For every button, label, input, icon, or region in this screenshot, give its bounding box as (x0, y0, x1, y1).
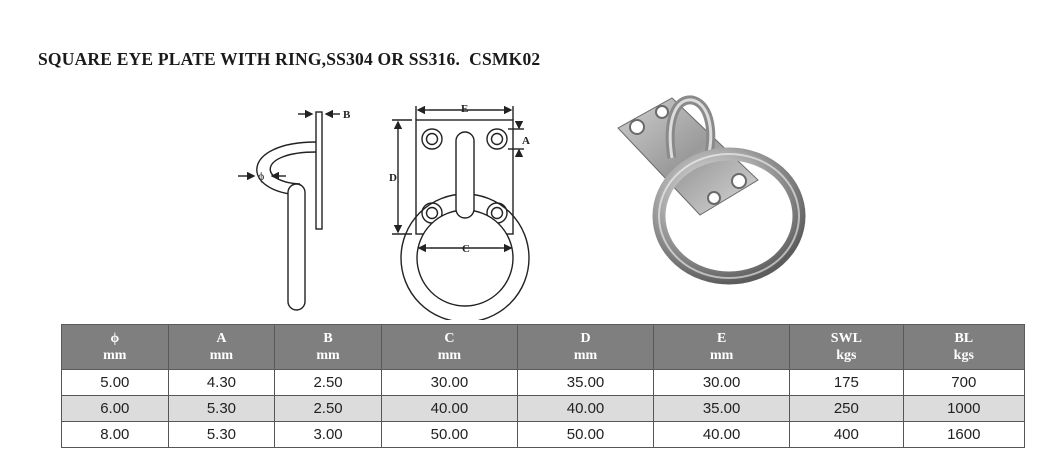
table-cell: 400 (790, 422, 903, 448)
technical-drawings (0, 90, 1047, 320)
table-cell: 40.00 (517, 396, 653, 422)
spec-table (61, 324, 1025, 448)
product-photo (618, 98, 799, 278)
table-cell: 30.00 (381, 370, 517, 396)
table-cell: 8.00 (62, 422, 169, 448)
table-cell: 35.00 (517, 370, 653, 396)
table-cell: 700 (903, 370, 1024, 396)
label-a: A (522, 135, 530, 147)
table-cell: 2.50 (275, 396, 382, 422)
header-cell: BL kgs (903, 325, 1024, 370)
table-cell: 1000 (903, 396, 1024, 422)
table-cell: 50.00 (517, 422, 653, 448)
table-cell: 5.00 (62, 370, 169, 396)
header-cell: A mm (168, 325, 275, 370)
table-cell: 5.30 (168, 422, 275, 448)
header-cell: E mm (654, 325, 790, 370)
header-cell: C mm (381, 325, 517, 370)
table-cell: 6.00 (62, 396, 169, 422)
spec-header-row (62, 325, 1025, 370)
header-cell: B mm (275, 325, 382, 370)
table-cell: 2.50 (275, 370, 382, 396)
label-phi: ϕ (258, 169, 265, 183)
table-cell: 5.30 (168, 396, 275, 422)
table-cell: 250 (790, 396, 903, 422)
table-row (62, 396, 1025, 422)
table-cell: 175 (790, 370, 903, 396)
table-cell: 40.00 (381, 396, 517, 422)
table-cell: 3.00 (275, 422, 382, 448)
table-cell: 40.00 (654, 422, 790, 448)
page-title: SQUARE EYE PLATE WITH RING,SS304 OR SS316. CSMK02 (38, 49, 541, 69)
table-row (62, 422, 1025, 448)
label-d: D (389, 172, 397, 184)
table-row (62, 370, 1025, 396)
header-cell: ϕ mm (62, 325, 169, 370)
label-b-side: B (343, 109, 351, 121)
table-cell: 30.00 (654, 370, 790, 396)
table-cell: 50.00 (381, 422, 517, 448)
header-cell: D mm (517, 325, 653, 370)
label-e: E (461, 103, 469, 115)
table-cell: 35.00 (654, 396, 790, 422)
table-cell: 1600 (903, 422, 1024, 448)
header-cell: SWL kgs (790, 325, 903, 370)
front-view-drawing (392, 106, 529, 320)
label-c: C (462, 243, 470, 255)
table-cell: 4.30 (168, 370, 275, 396)
side-view-drawing (238, 112, 340, 310)
